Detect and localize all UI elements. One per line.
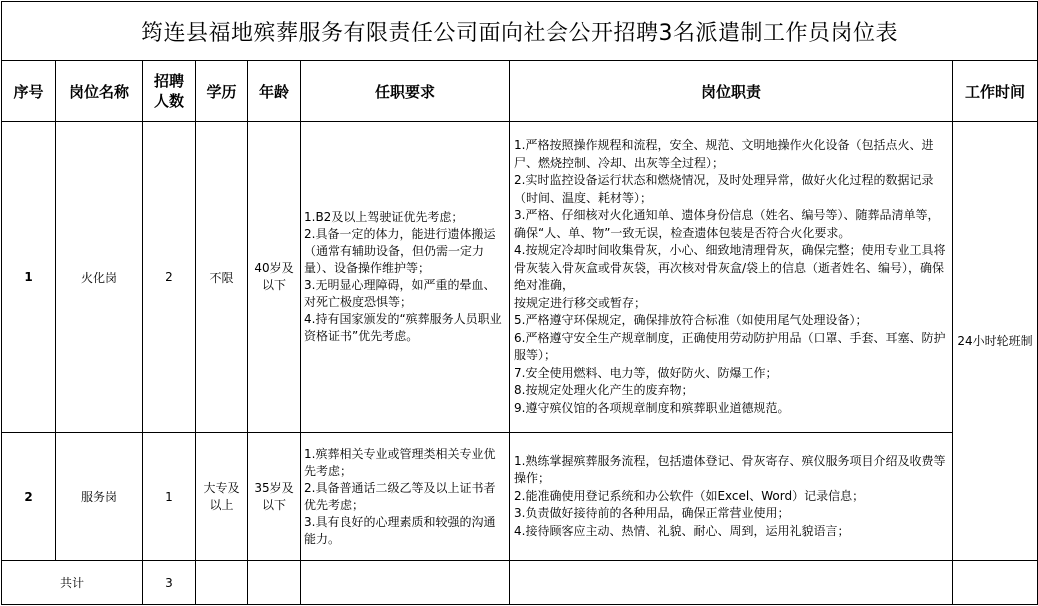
requirement-item: 3.无明显心理障碍，如严重的晕血、对死亡极度恐惧等； [304, 278, 496, 309]
duty-item: 1.严格按照操作规程和流程，安全、规范、文明地操作火化设备（包括点火、进尸、燃烧控制、冷却、出灰等全过程）； [514, 138, 934, 170]
duty-item: 5.严格遵守环保规定，确保排放符合标准（如使用尾气处理设备）； [514, 313, 868, 327]
header-count-line2: 人数 [153, 92, 184, 110]
row-education: 不限 [196, 122, 248, 433]
recruitment-table [1, 1, 1038, 605]
requirement-item: 3.具有良好的心理素质和较强的沟通能力。 [304, 514, 496, 546]
page-title: 筠连县福地殡葬服务有限责任公司面向社会公开招聘3名派遣制工作员岗位表 [2, 2, 1038, 61]
empty-cell [196, 561, 248, 605]
empty-cell [248, 561, 301, 605]
table-row [2, 122, 1038, 433]
row-duties [510, 433, 953, 561]
duty-item: 7.安全使用燃料、电力等，做好防火、防爆工作； [514, 365, 778, 380]
duty-item: 2.实时监控设备运行状态和燃烧情况，及时处理异常，做好火化过程的数据记录（时间、温度、耗材等）； [514, 173, 934, 205]
empty-cell [953, 561, 1038, 605]
duty-item: 4.按规定冷却时间收集骨灰，小心、细致地清理骨灰，确保完整；使用专业工具将骨灰装入骨灰盒或骨灰袋，再次核对骨灰盒/袋上的信息（逝者姓名、编号），确保绝对准确， [514, 243, 946, 292]
duty-item: 按规定进行移交或暂存； [514, 295, 647, 310]
duty-item: 9.遵守殡仪馆的各项规章制度和殡葬职业道德规范。 [514, 400, 790, 415]
requirement-item: 1.殡葬相关专业或管理类相关专业优先考虑； [304, 446, 496, 478]
header-row [2, 61, 1038, 122]
duty-item: 1.熟练掌握殡葬服务流程，包括遗体登记、骨灰寄存、殡仪服务项目介绍及收费等操作； [514, 453, 946, 486]
row-requirements [301, 433, 510, 561]
row-seq: 1 [2, 122, 56, 433]
row-position: 火化岗 [56, 122, 143, 433]
header-age: 年龄 [248, 61, 301, 122]
row-requirements [301, 122, 510, 433]
requirement-item: 4.持有国家颁发的“殡葬服务人员职业资格证书”优先考虑。 [304, 312, 502, 343]
total-count: 3 [143, 561, 196, 605]
header-count-line1: 招聘 [153, 72, 184, 90]
total-row [2, 561, 1038, 605]
duty-item: 4.接待顾客应主动、热情、礼貌、耐心、周到，运用礼貌语言； [514, 523, 850, 538]
empty-cell [510, 561, 953, 605]
row-count: 2 [143, 122, 196, 433]
requirement-item: 1.B2及以上驾驶证优先考虑； [304, 210, 464, 224]
requirement-item: 2.具备普通话二级乙等及以上证书者优先考虑； [304, 480, 496, 512]
table-row [2, 433, 1038, 561]
total-label: 共计 [2, 561, 143, 605]
empty-cell [301, 561, 510, 605]
header-seq: 序号 [2, 61, 56, 122]
duty-item: 8.按规定处理火化产生的废弃物； [514, 383, 694, 397]
work-time: 24小时轮班制 [953, 122, 1038, 561]
row-age: 40岁及以下 [248, 122, 301, 433]
duty-item: 6.严格遵守安全生产规章制度，正确使用劳动防护用品（口罩、手套、耳塞、防护服等）； [514, 330, 946, 362]
requirement-item: 2.具备一定的体力，能进行遗体搬运（通常有辅助设备，但仍需一定力量）、设备操作维护等； [304, 227, 496, 275]
header-requirements: 任职要求 [301, 61, 510, 122]
row-education: 大专及以上 [196, 433, 248, 561]
header-work-time: 工作时间 [953, 61, 1038, 122]
header-count [143, 61, 196, 122]
header-education: 学历 [196, 61, 248, 122]
header-position: 岗位名称 [56, 61, 143, 122]
row-seq: 2 [2, 433, 56, 561]
header-duties: 岗位职责 [510, 61, 953, 122]
duty-item: 2.能准确使用登记系统和办公软件（如Excel、Word）记录信息； [514, 488, 865, 503]
duty-item: 3.严格、仔细核对火化通知单、遗体身份信息（姓名、编号等）、随葬品清单等，确保“人、单、物”一致无误，检查遗体包装是否符合火化要求。 [514, 208, 940, 240]
row-position: 服务岗 [56, 433, 143, 561]
duty-item: 3.负责做好接待前的各种用品，确保正常营业使用； [514, 506, 790, 521]
row-age: 35岁及以下 [248, 433, 301, 561]
row-duties [510, 122, 953, 433]
row-count: 1 [143, 433, 196, 561]
